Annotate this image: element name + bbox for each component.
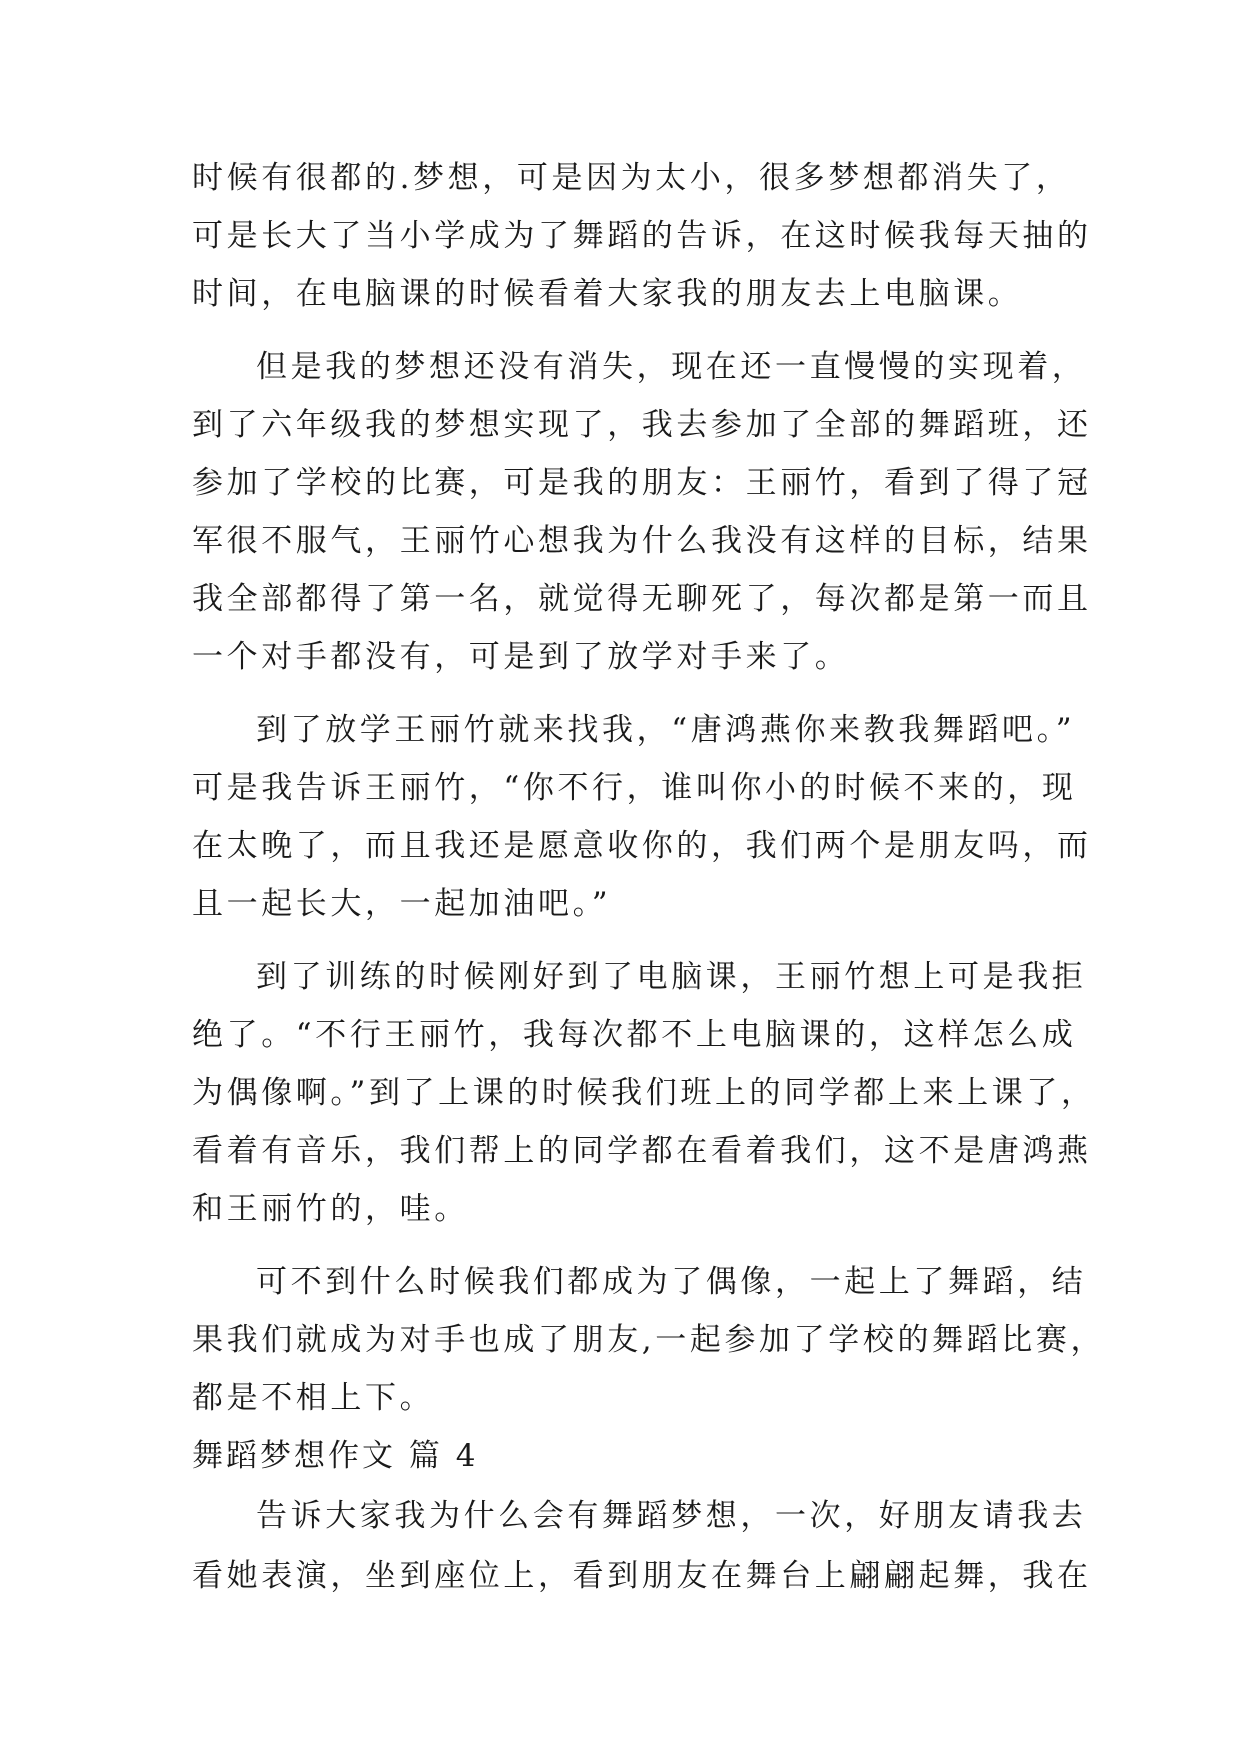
text-line: 我全部都得了第一名，就觉得无聊死了，每次都是第一而且 bbox=[192, 581, 1092, 617]
text-line: 绝了。“不行王丽竹，我每次都不上电脑课的，这样怎么成 bbox=[192, 1017, 1077, 1053]
paragraph-first-line: 告诉大家我为什么会有舞蹈梦想，一次，好朋友请我去 bbox=[256, 1498, 1087, 1534]
paragraph-first-line: 到了放学王丽竹就来找我，“唐鸿燕你来教我舞蹈吧。” bbox=[256, 712, 1076, 748]
text-line: 果我们就成为对手也成了朋友,一起参加了学校的舞蹈比赛， bbox=[192, 1322, 1106, 1358]
text-line: 看她表演，坐到座位上，看到朋友在舞台上翩翩起舞，我在 bbox=[192, 1558, 1092, 1594]
text-line: 军很不服气，王丽竹心想我为什么我没有这样的目标，结果 bbox=[192, 523, 1092, 559]
text-line: 到了六年级我的梦想实现了，我去参加了全部的舞蹈班，还 bbox=[192, 407, 1092, 443]
paragraph-first-line: 但是我的梦想还没有消失，现在还一直慢慢的实现着， bbox=[256, 349, 1087, 385]
paragraph-first-line: 可不到什么时候我们都成为了偶像，一起上了舞蹈，结 bbox=[256, 1264, 1087, 1300]
text-line: 可是长大了当小学成为了舞蹈的告诉，在这时候我每天抽的 bbox=[192, 218, 1092, 254]
text-line: 一个对手都没有，可是到了放学对手来了。 bbox=[192, 639, 850, 675]
text-line: 在太晚了，而且我还是愿意收你的，我们两个是朋友吗，而 bbox=[192, 828, 1092, 864]
text-line: 看着有音乐，我们帮上的同学都在看着我们，这不是唐鸿燕 bbox=[192, 1133, 1092, 1169]
text-line: 且一起长大，一起加油吧。” bbox=[192, 886, 612, 922]
text-line: 参加了学校的比赛，可是我的朋友：王丽竹，看到了得了冠 bbox=[192, 465, 1092, 501]
text-line: 都是不相上下。 bbox=[192, 1380, 435, 1416]
paragraph-first-line: 到了训练的时候刚好到了电脑课，王丽竹想上可是我拒 bbox=[256, 959, 1087, 995]
text-line: 时间，在电脑课的时候看着大家我的朋友去上电脑课。 bbox=[192, 276, 1023, 312]
text-line: 可是我告诉王丽竹，“你不行，谁叫你小的时候不来的，现 bbox=[192, 770, 1077, 806]
text-line: 和王丽竹的，哇。 bbox=[192, 1191, 469, 1227]
text-line: 时候有很都的.梦想，可是因为太小，很多梦想都消失了， bbox=[192, 160, 1071, 196]
text-line: 为偶像啊。”到了上课的时候我们班上的同学都上来上课了， bbox=[192, 1075, 1096, 1111]
section-heading: 舞蹈梦想作文 篇 4 bbox=[192, 1438, 479, 1474]
